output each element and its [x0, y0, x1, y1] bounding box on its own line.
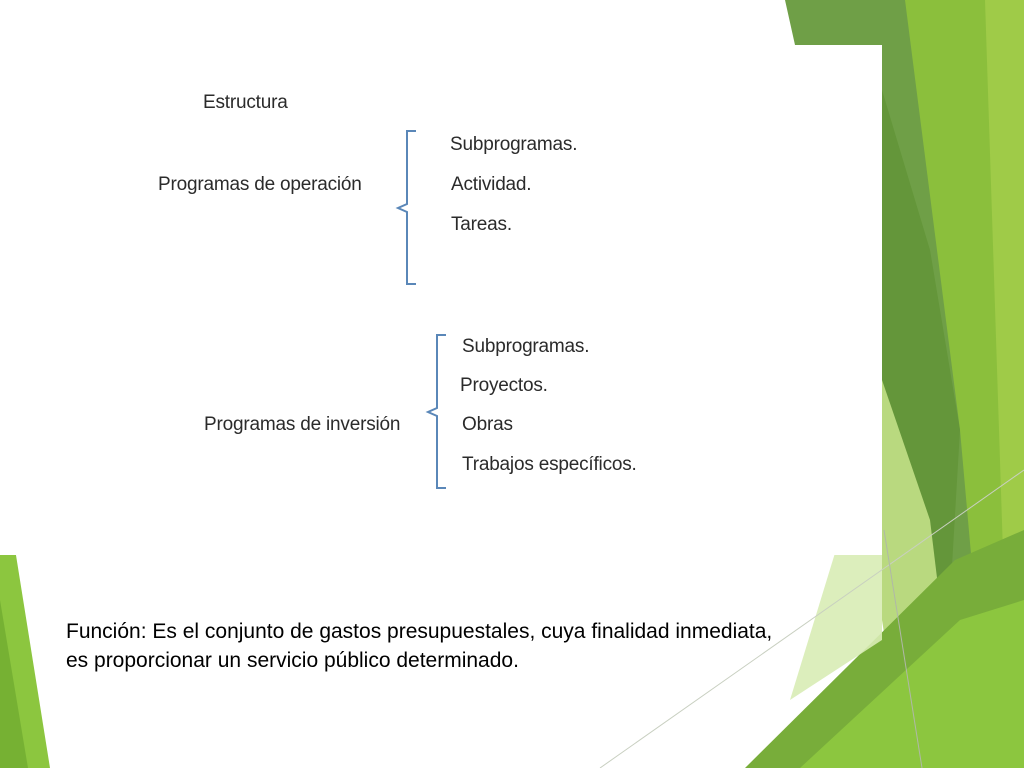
investment-item-subprogramas: Subprogramas.: [462, 336, 590, 357]
investment-group-brace: [422, 332, 452, 492]
diagram-title: Estructura: [203, 92, 288, 113]
investment-item-proyectos: Proyectos.: [460, 375, 548, 396]
definition-paragraph: [66, 617, 956, 675]
operation-group-brace: [392, 128, 422, 288]
investment-group-label: Programas de inversión: [204, 414, 401, 435]
definition-line-2: es proporcionar un servicio público determinado.: [66, 649, 519, 672]
investment-item-trabajos: Trabajos específicos.: [462, 454, 637, 475]
operation-item-actividad: Actividad.: [451, 174, 532, 195]
investment-item-obras: Obras: [462, 414, 513, 435]
operation-group-label: Programas de operación: [158, 174, 362, 195]
operation-item-subprogramas: Subprogramas.: [450, 134, 578, 155]
operation-item-tareas: Tareas.: [451, 214, 512, 235]
definition-line-1: Función: Es el conjunto de gastos presupuestales, cuya finalidad inmediata,: [66, 620, 773, 643]
